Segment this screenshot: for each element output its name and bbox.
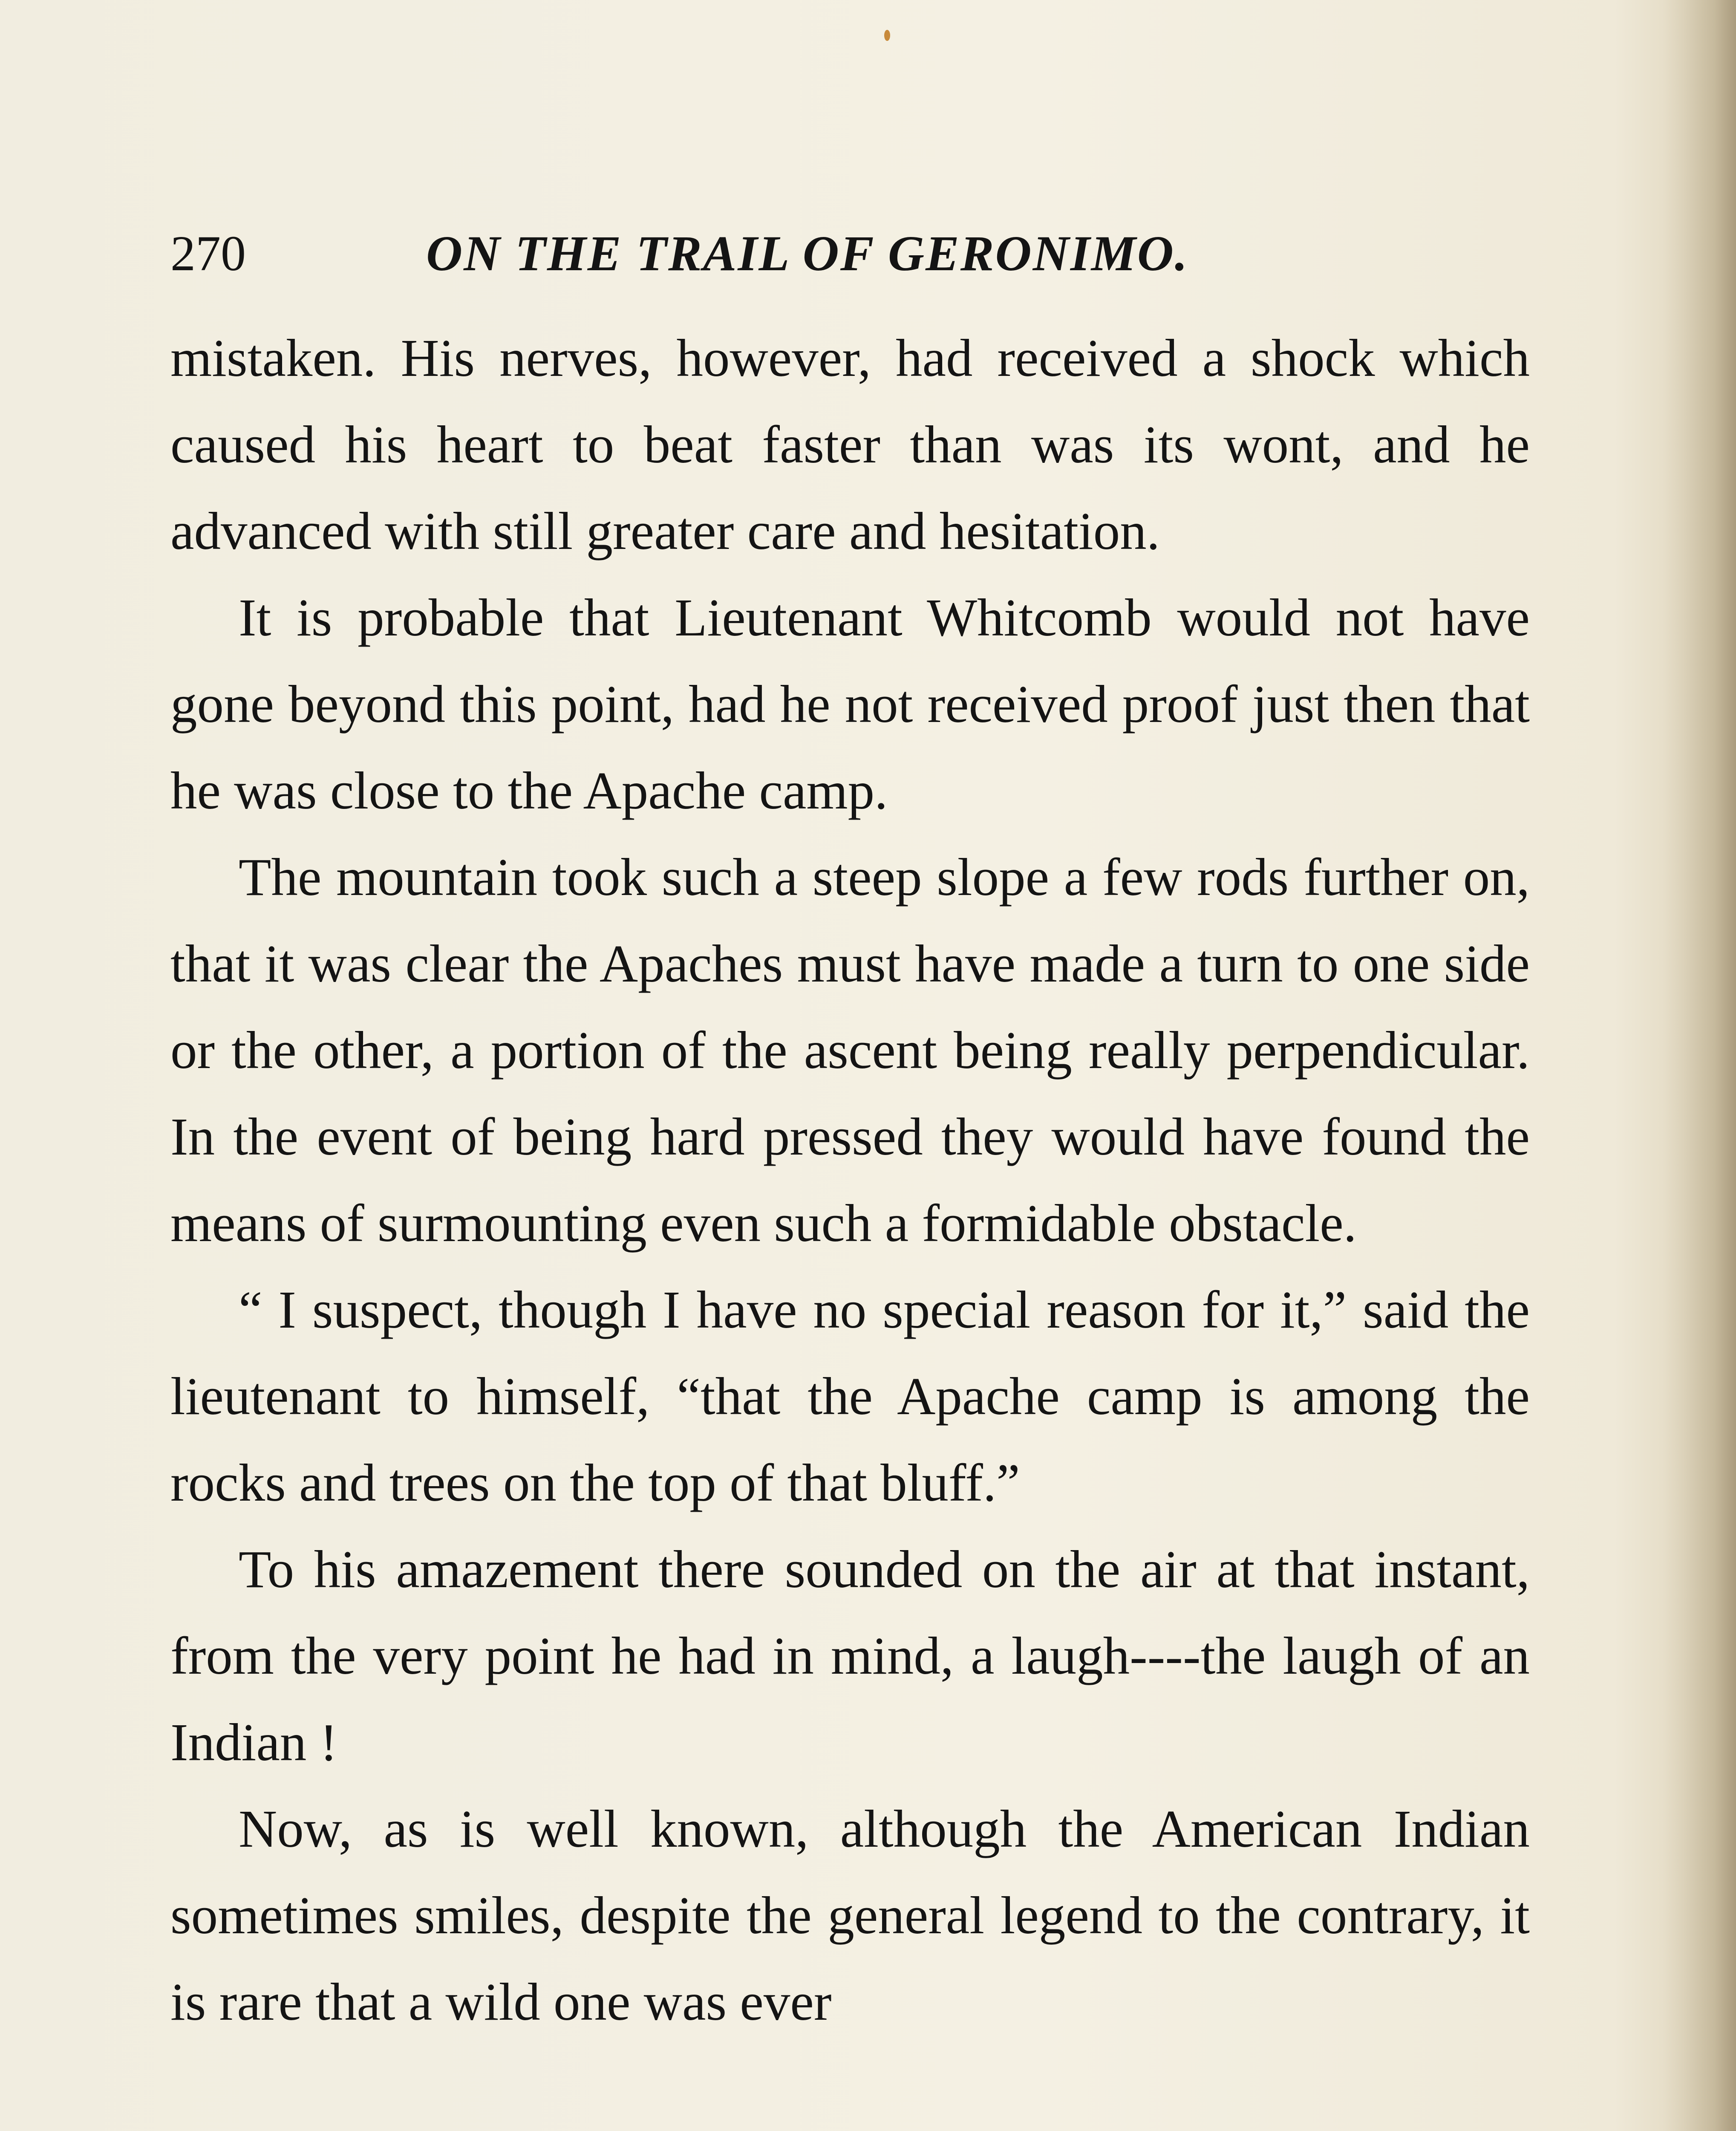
paper-fleck bbox=[884, 30, 890, 41]
page-number: 270 bbox=[170, 225, 246, 281]
paragraph-3: The mountain took such a steep slope a few rods further on, that it was clear the Apaches must have made a turn to one side or the other, a portion of the ascent being really perpendicular. In the event of being hard pressed they would have found the means of surmounting even such a formidable obstacle. bbox=[170, 848, 1530, 1253]
paragraph-6: Now, as is well known, although the American Indian sometimes smiles, despite the general legend to the contrary, it is rare that a wild one was ever bbox=[170, 1800, 1530, 2032]
body-text bbox=[170, 315, 1530, 2046]
paragraph-5: To his amazement there sounded on the air at that instant, from the very point he had in mind, a laugh----the laugh of an Indian ! bbox=[170, 1540, 1530, 1772]
paragraph-4: “ I suspect, though I have no special reason for it,” said the lieutenant to himself, “that the Apache camp is among the rocks and trees on the top of that bluff.” bbox=[170, 1281, 1530, 1513]
page-header bbox=[170, 222, 1534, 286]
running-title: ON THE TRAIL OF GERONIMO. bbox=[426, 225, 1189, 281]
page-edge-shadow bbox=[1664, 0, 1736, 2131]
paragraph-1: mistaken. His nerves, however, had received a shock which caused his heart to beat faster than was its wont, and he advanced with still greater care and hesitation. bbox=[170, 329, 1530, 561]
paragraph-2: It is probable that Lieutenant Whitcomb would not have gone beyond this point, had he not received proof just then that he was close to the Apache camp. bbox=[170, 589, 1530, 820]
